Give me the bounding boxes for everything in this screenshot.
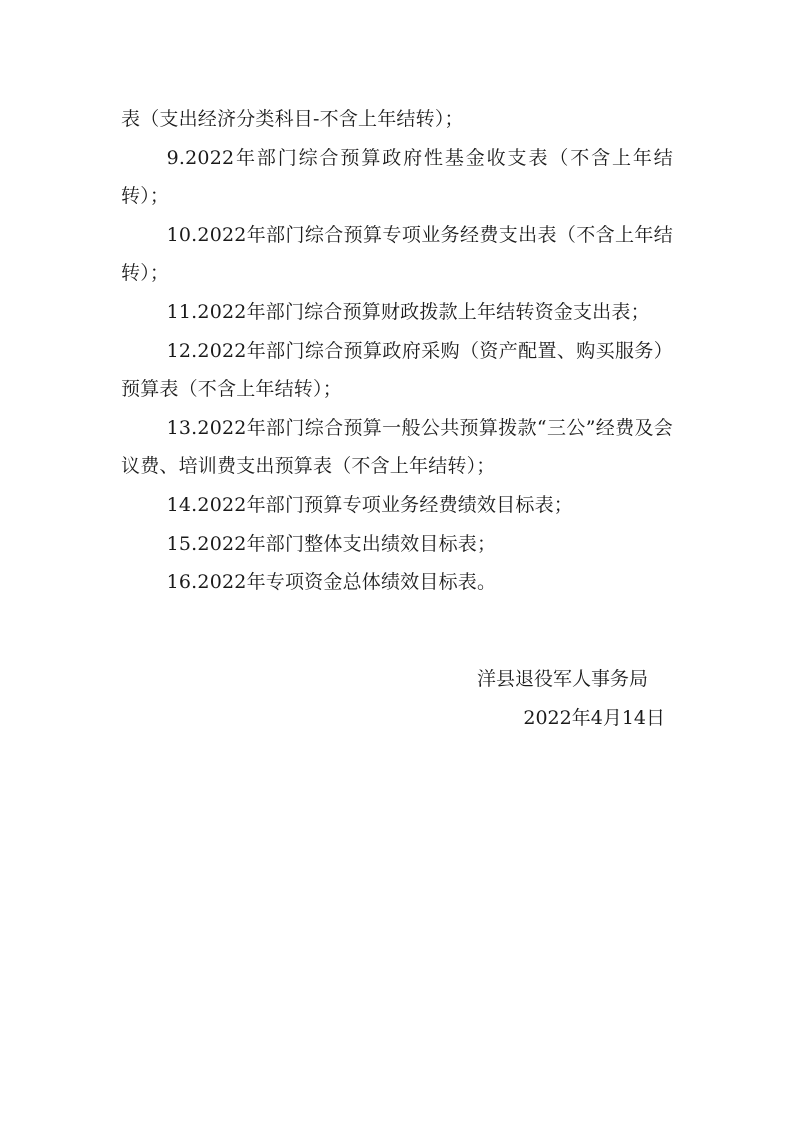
paragraph-13: 13.2022年部门综合预算一般公共预算拨款“三公”经费及会议费、培训费支出预算表（不含上年结转）； xyxy=(121,416,673,478)
signature-date: 2022年4月14日 xyxy=(523,707,665,729)
paragraph-10: 10.2022年部门综合预算专项业务经费支出表（不含上年结转）； xyxy=(121,223,673,285)
paragraph-9: 9.2022年部门综合预算政府性基金收支表（不含上年结转）； xyxy=(121,146,673,208)
paragraph-15: 15.2022年部门整体支出绩效目标表； xyxy=(166,532,497,555)
document-body xyxy=(121,100,673,602)
paragraph-12: 12.2022年部门综合预算政府采购（资产配置、购买服务）预算表（不含上年结转）； xyxy=(121,339,673,401)
paragraph-8-continuation: 表（支出经济分类科目-不含上年结转）； xyxy=(121,108,464,130)
paragraph-14: 14.2022年部门预算专项业务经费绩效目标表； xyxy=(166,493,573,516)
paragraph-11: 11.2022年部门综合预算财政拨款上年结转资金支出表； xyxy=(166,300,650,323)
paragraph-16: 16.2022年专项资金总体绩效目标表。 xyxy=(166,571,497,594)
signature-organization: 洋县退役军人事务局 xyxy=(476,668,648,690)
